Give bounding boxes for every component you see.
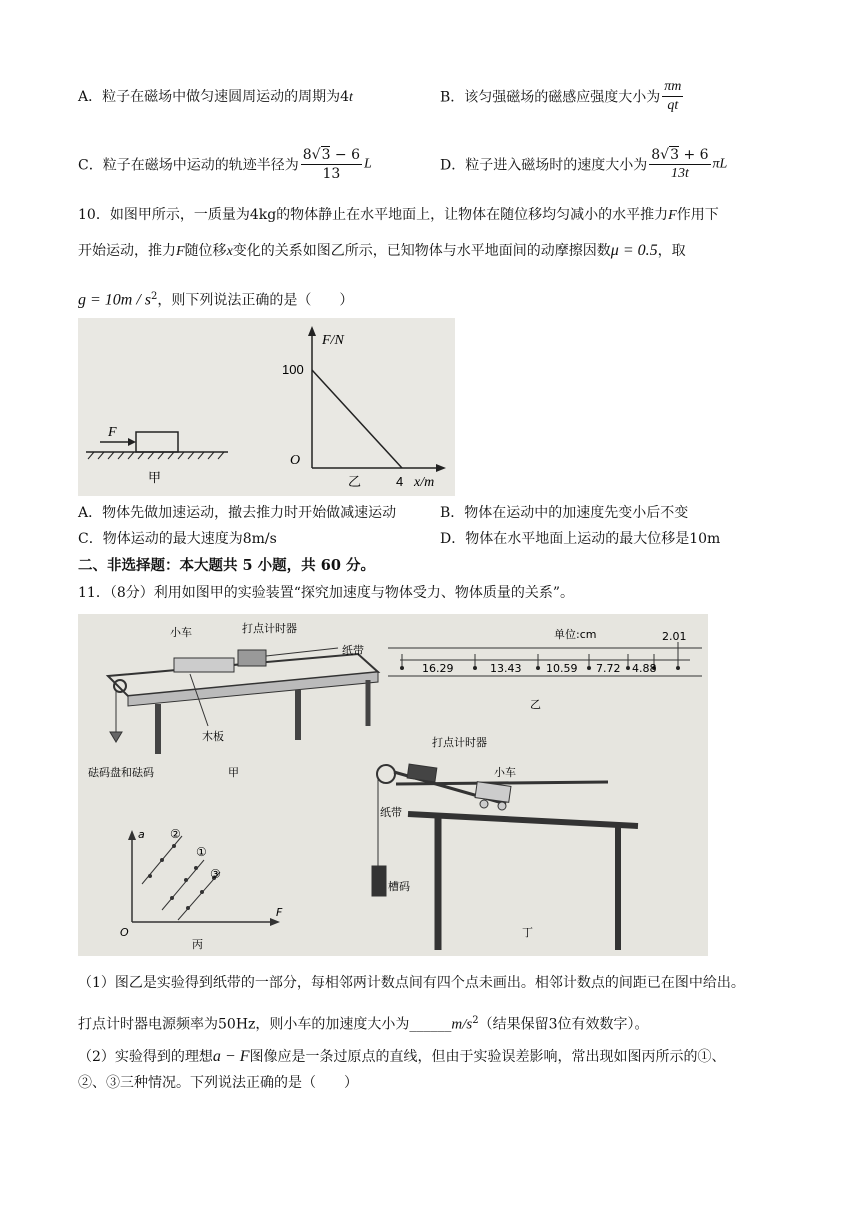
q9-option-d: D．粒子进入磁场时的速度大小为 $\frac{8√3 + 6}{13t}$ πL [440, 147, 728, 181]
q10-stem-line3: $g = 10m / s^2$，则下列说法正确的是（ ） [78, 291, 354, 309]
jia-figure-label: 甲 [228, 766, 239, 779]
jia-weights-label: 砝码盘和砝码 [88, 766, 154, 779]
block-figure-label: 甲 [148, 471, 162, 486]
q10-stem-line1: 10．如图甲所示，一质量为4kg的物体静止在水平地面上，让物体在随位移均匀减小的水平推力F作用下 [78, 207, 719, 223]
q10-option-d: D．物体在水平地面上运动的最大位移是10m [440, 531, 721, 547]
tape-value-4: 7.72 [596, 662, 621, 675]
q10-stem-line2: 开始运动，推力F随位移x变化的关系如图乙所示，已知物体与水平地面间的动摩擦因数μ = 0.5，取 [78, 242, 686, 259]
q9-option-a: A．粒子在磁场中做匀速圆周运动的周期为4t [78, 89, 353, 105]
q11-part2-line2: ②、③三种情况。下列说法正确的是（ ） [78, 1075, 358, 1091]
yi-unit-label: 单位:cm [554, 628, 597, 641]
q11-part2-line1: （2）实验得到的理想a − F图像应是一条过原点的直线，但由于实验误差影响，常出现如图丙所示的①、 [78, 1048, 726, 1065]
graph-y-label: F/N [322, 333, 344, 348]
bing-axis-x: F [276, 906, 283, 919]
q9-option-b: B．该匀强磁场的磁感应强度大小为 $\frac{\pi m}{qt}$ [440, 79, 682, 113]
bing-mark-3: ③ [210, 867, 221, 881]
apparatus-ding [372, 764, 638, 950]
q10-figure-svg [78, 318, 455, 496]
q10-option-c: C．物体运动的最大速度为8m/s [78, 531, 277, 547]
q10-option-a: A．物体先做加速运动，撤去推力时开始做减速运动 [78, 505, 397, 521]
apparatus-jia [108, 648, 378, 754]
block [136, 432, 178, 452]
bing-origin: O [120, 926, 129, 939]
graph-x-tick: 4 [396, 474, 404, 489]
graph-x-label: x/m [414, 475, 435, 490]
graph-y-tick: 100 [282, 362, 304, 377]
fraction: $\frac{8√3 + 6}{13t}$ [651, 147, 709, 181]
yi-figure-label: 乙 [530, 698, 541, 711]
q9-option-c: C．粒子在磁场中运动的轨迹半径为 $\frac{8√3 - 6}{13}$ L [78, 147, 372, 182]
bing-mark-2: ② [170, 827, 181, 841]
q11-part1-line1: （1）图乙是实验得到纸带的一部分，每相邻两计数点间有四个点未画出。相邻计数点的间距已在图中给出。 [78, 975, 745, 991]
q11-part1-line2: 打点计时器电源频率为50Hz，则小车的加速度大小为$\_\_\_\_\_\_m/s^2$（结果保留3位有效数字）。 [78, 1015, 649, 1033]
jia-car-label: 小车 [170, 626, 192, 639]
jia-tape-label: 纸带 [342, 644, 364, 657]
section-heading: 二、非选择题：本大题共 5 小题，共 60 分。 [78, 557, 375, 574]
ding-timer-label: 打点计时器 [432, 736, 487, 749]
jia-timer-label: 打点计时器 [242, 622, 297, 635]
bing-axis-y: a [138, 828, 145, 841]
tape-value-1: 16.29 [422, 662, 454, 675]
q10-figure [78, 318, 455, 496]
q10-option-b: B．物体在运动中的加速度先变小后不变 [440, 505, 689, 521]
fraction: $\frac{\pi m}{qt}$ [664, 79, 682, 113]
force-label: F [108, 425, 117, 440]
fraction: $\frac{8√3 - 6}{13}$ [302, 147, 361, 182]
q11-figure-svg [78, 614, 708, 956]
ding-weight-label: 槽码 [388, 880, 410, 893]
ding-tape-label: 纸带 [380, 806, 402, 819]
q11-intro: 11．（8分）利用如图甲的实验装置“探究加速度与物体受力、物体质量的关系”。 [78, 585, 575, 601]
tape-value-6: 2.01 [662, 630, 687, 643]
bing-figure-label: 丙 [192, 938, 203, 951]
force-line [312, 370, 402, 468]
graph-figure-label: 乙 [348, 475, 362, 490]
bing-mark-1: ① [196, 845, 207, 859]
tape-value-2: 13.43 [490, 662, 522, 675]
tape-value-3: 10.59 [546, 662, 578, 675]
ding-car-label: 小车 [494, 766, 516, 779]
jia-board-label: 木板 [202, 730, 224, 743]
graph-origin: O [290, 453, 301, 468]
q11-figure [78, 614, 708, 956]
tape-value-5: 4.88 [632, 662, 657, 675]
ding-figure-label: 丁 [522, 926, 533, 939]
